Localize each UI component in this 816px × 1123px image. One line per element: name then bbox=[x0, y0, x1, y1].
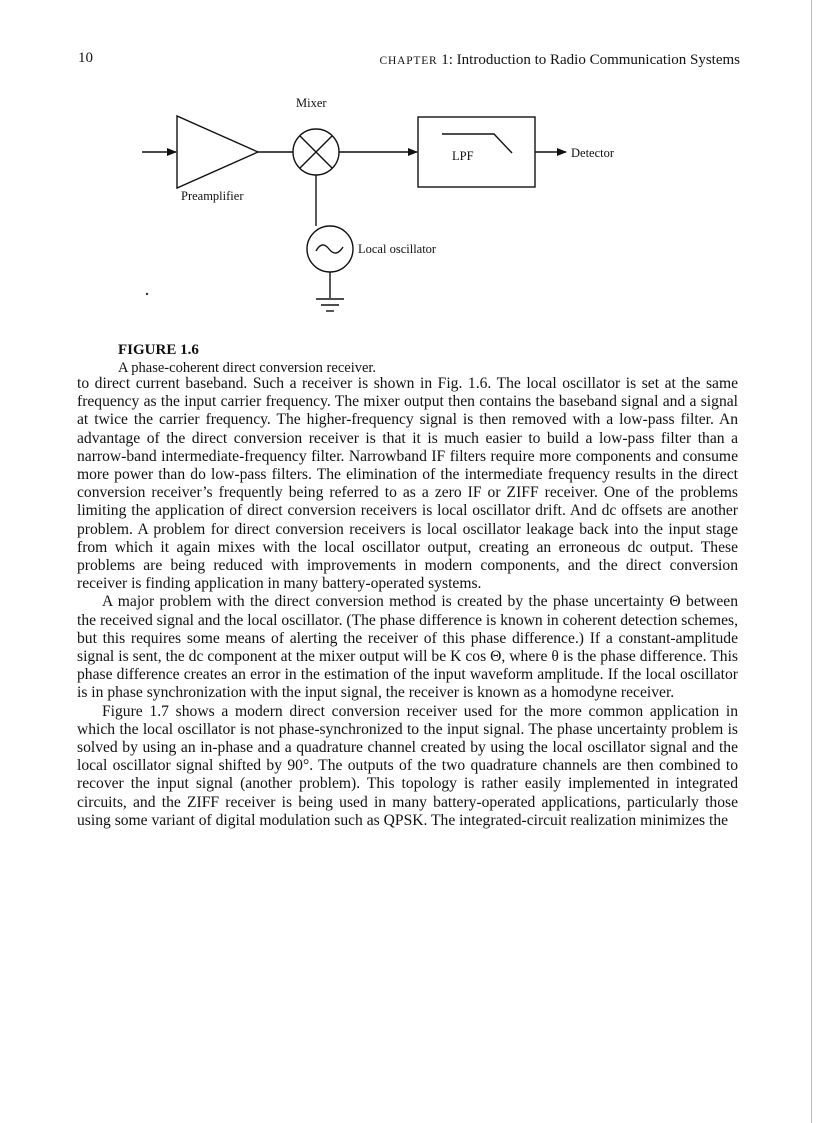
paragraph: Figure 1.7 shows a modern direct conversion receiver used for the more common application in which the local oscillator is not phase-synchronized to the input signal. The phase uncertainty problem is solved by using an in-phase and a quadrature channel created by using the local oscillator signal and the local oscillator signal shifted by 90°. The outputs of the two quadrature channels are then combined to recover the input signal (another problem). This topology is rather easily implemented in integrated circuits, and the ZIFF receiver is being used in many battery-operated applications, particularly those using some variant of digital modulation such as QPSK. The integrated-circuit realization minimizes the bbox=[77, 702, 738, 829]
mixer-label: Mixer bbox=[296, 96, 327, 110]
lpf-block bbox=[418, 117, 535, 187]
preamplifier-label: Preamplifier bbox=[181, 189, 244, 203]
lpf-label: LPF bbox=[452, 149, 474, 163]
ground-symbol bbox=[316, 299, 344, 311]
mixer-symbol bbox=[293, 129, 339, 175]
chapter-label: CHAPTER bbox=[379, 55, 438, 67]
local-oscillator-symbol bbox=[307, 226, 353, 272]
page-number: 10 bbox=[78, 50, 93, 66]
receiver-block-diagram bbox=[0, 0, 816, 340]
caption-title: FIGURE 1.6 bbox=[118, 342, 199, 358]
local-oscillator-label: Local oscillator bbox=[358, 242, 437, 256]
chapter-title: 1: Introduction to Radio Communication Systems bbox=[441, 52, 740, 68]
paragraph: A major problem with the direct conversion method is created by the phase uncertainty Θ between the received signal and the local oscillator. (The phase difference is known in coherent detection schemes, but this requires some means of alerting the receiver of this phase difference.) If a constant-amplitude signal is sent, the dc component at the mixer output will be K cos Θ, where θ is the phase difference. This phase difference creates an error in the estimation of the input waveform amplitude. If the local oscillator is in phase synchronization with the input signal, the receiver is known as a homodyne receiver. bbox=[77, 593, 738, 702]
detector-label: Detector bbox=[571, 146, 615, 160]
preamplifier-triangle bbox=[177, 116, 258, 188]
paragraph: to direct current baseband. Such a receiver is shown in Fig. 1.6. The local oscillator is set at the same frequency as the input carrier frequency. The mixer output then contains the baseband signal and a signal at twice the carrier frequency. The higher-frequency signal is then removed with a low-pass filter. An advantage of the direct conversion receiver is that it is much easier to build a low-pass filter than a narrow-band intermediate-frequency filter. Narrowband IF filters require more components and consume more power than do low-pass filters. The elimination of the intermediate frequency results in the direct conversion receiver’s frequently being referred to as a zero IF or ZIFF receiver. One of the problems limiting the application of direct conversion receivers is local oscillator drift. And dc offsets are another problem. A problem for direct conversion receivers is local oscillator leakage back into the input stage from which it again mixes with the local oscillator output, creating an erroneous dc output. These problems are being reduced with improvements in modern components, and the direct conversion receiver is finding application in many battery-operated systems. bbox=[77, 375, 738, 593]
stray-dot bbox=[146, 293, 148, 295]
figure-caption bbox=[118, 341, 718, 378]
body-text bbox=[77, 375, 738, 830]
caption-text: A phase-coherent direct conversion receiver. bbox=[118, 360, 377, 376]
